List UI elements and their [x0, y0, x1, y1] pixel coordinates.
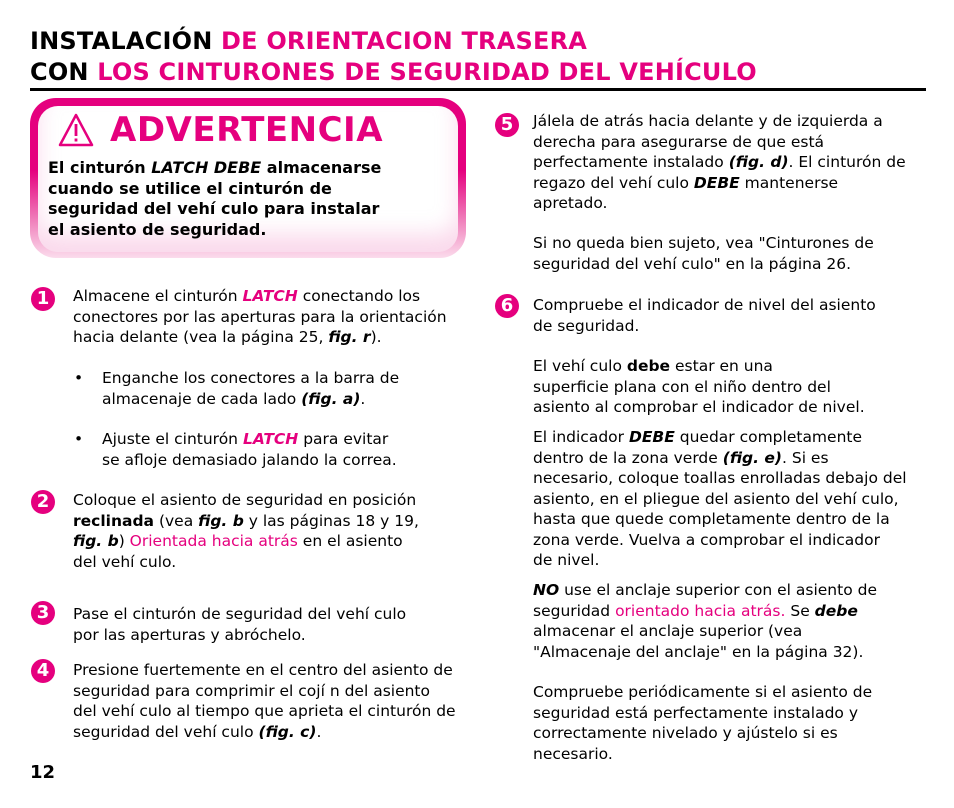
step-2-number: 2 [31, 490, 55, 514]
text-span: El indicador [533, 428, 629, 446]
warning-text-line: El cinturón [48, 158, 152, 177]
bullet-marker: • [74, 369, 84, 387]
step-3-text [73, 604, 406, 645]
text-line: correctamente nivelado y ajústelo si es [533, 724, 838, 742]
warning-text-line: almacenarse [261, 158, 382, 177]
text-line: necesario, coloque toallas enrolladas debajo del [533, 469, 907, 487]
figure-reference: (fig. e) [722, 448, 782, 467]
text-emphasis: debe [626, 357, 671, 375]
text-line: zona verde. Vuelva a comprobar el indicador [533, 530, 881, 549]
warning-text-line: cuando se utilice el cinturón de [48, 178, 332, 198]
text-span: ) [118, 532, 130, 550]
text-span: El vehí culo [533, 357, 627, 375]
text-span: . [316, 722, 322, 741]
text-span: regazo del vehí culo [533, 173, 694, 192]
step-2-text [73, 490, 419, 572]
text-span: . El cinturón de [788, 153, 906, 171]
text-span: perfectamente instalado [533, 153, 729, 171]
text-span: y las páginas 18 y 19, [243, 511, 419, 530]
text-line: Enganche los conectores a la barra de [102, 369, 400, 387]
text-line: Compruebe el indicador de nivel del asiento [533, 296, 876, 314]
bullet-marker: • [74, 430, 84, 448]
text-line: Jálela de atrás hacia delante y de izquierda a [533, 112, 883, 130]
text-emphasis: DEBE [693, 173, 740, 192]
step-1-bullet-2 [102, 429, 397, 470]
step-1-text [73, 286, 447, 348]
text-span: quedar completamente [674, 428, 863, 446]
rear-facing-term: orientado hacia atrás. [615, 601, 786, 620]
text-line: seguridad está perfectamente instalado y [533, 703, 859, 722]
text-line: asiento al comprobar el indicador de nivel. [533, 398, 865, 416]
step-6-paragraph-2 [533, 356, 865, 418]
text-line: Coloque el asiento de seguridad en posición [73, 491, 417, 509]
text-line: apretado. [533, 194, 608, 212]
text-span: Ajuste el cinturón [102, 430, 243, 448]
text-span: . Si es [782, 448, 829, 467]
text-line: necesario. [533, 744, 613, 763]
step-1-number: 1 [31, 287, 55, 311]
figure-reference: (fig. d) [728, 153, 789, 171]
text-line: conectores por las aperturas para la orientación [73, 307, 447, 326]
step-6-text [533, 295, 876, 336]
figure-reference: fig. r [328, 328, 371, 346]
step-3-number: 3 [31, 601, 55, 625]
text-line: Presione fuertemente en el centro del asiento de [73, 661, 453, 679]
text-line: derecha para asegurarse de que está [533, 132, 825, 151]
step-5-note [533, 233, 874, 274]
text-span: dentro de la zona verde [533, 448, 723, 467]
text-line: hasta que quede completamente dentro de la [533, 510, 890, 528]
warning-text-emphasis: LATCH DEBE [151, 158, 262, 177]
step-4-text [73, 660, 456, 742]
text-line: del vehí culo al tiempo que aprieta el cinturón de [73, 702, 456, 720]
step-1-bullet-1 [102, 368, 399, 409]
text-span: seguridad del vehí culo [73, 722, 259, 741]
text-span: mantenerse [739, 173, 839, 192]
header-subtitle-pink: LOS CINTURONES DE SEGURIDAD DEL VEHÍCULO [97, 58, 757, 86]
text-span: Almacene el cinturón [73, 287, 243, 305]
header-divider [30, 88, 926, 91]
header-line-1 [30, 26, 926, 57]
header-title-pink: DE ORIENTACION TRASERA [221, 27, 588, 55]
text-span: almacenaje de cada lado [102, 389, 302, 408]
figure-reference: (fig. a) [301, 389, 361, 408]
text-line: Pase el cinturón de seguridad del vehí culo [73, 605, 407, 623]
warning-text-line: el asiento de seguridad. [48, 219, 267, 239]
text-span: para evitar [298, 430, 389, 448]
warning-title-text: ADVERTENCIA [110, 110, 384, 150]
step-5-text [533, 111, 906, 214]
step-5-number: 5 [495, 113, 519, 137]
warning-triangle-icon [58, 113, 94, 147]
text-span: hacia delante (vea la página 25, [73, 328, 329, 346]
warning-box [30, 98, 466, 258]
text-line: seguridad del vehí culo" en la página 26. [533, 254, 852, 273]
text-emphasis: debe [814, 601, 858, 620]
text-line: de seguridad. [533, 316, 640, 335]
text-span: use el anclaje superior con el asiento de [559, 581, 877, 599]
warning-title [58, 110, 383, 150]
page-header [30, 26, 926, 88]
figure-reference: (fig. c) [258, 722, 317, 741]
warning-text [48, 158, 448, 240]
text-span: conectando los [297, 287, 421, 305]
text-line: se afloje demasiado jalando la correa. [102, 450, 397, 469]
text-span: . [360, 389, 366, 408]
step-6-number: 6 [495, 294, 519, 318]
figure-reference: fig. b [73, 532, 119, 550]
header-title-black: INSTALACIÓN [30, 27, 213, 55]
text-span: Se [785, 601, 815, 620]
text-line: Si no queda bien sujeto, vea "Cinturones de [533, 234, 874, 252]
text-span: estar en una [670, 357, 773, 375]
text-emphasis: DEBE [628, 428, 675, 446]
text-line: por las aperturas y abróchelo. [73, 625, 306, 644]
text-line: Compruebe periódicamente si el asiento de [533, 683, 873, 701]
text-line: de nivel. [533, 551, 600, 569]
header-subtitle-black: CON [30, 58, 89, 86]
text-line: asiento, en el pliegue del asiento del vehí culo, [533, 489, 899, 508]
text-line: del vehí culo. [73, 552, 177, 571]
text-line: seguridad para comprimir el cojí n del asiento [73, 681, 430, 700]
text-line: "Almacenaje del anclaje" en la página 32). [533, 642, 864, 661]
text-span: ). [370, 328, 382, 346]
text-line: almacenar el anclaje superior (vea [533, 622, 803, 640]
latch-term: LATCH [242, 430, 299, 448]
text-emphasis: reclinada [73, 511, 155, 530]
step-6-paragraph-3 [533, 427, 907, 571]
page-number: 12 [30, 762, 56, 783]
latch-term: LATCH [242, 287, 298, 305]
text-line: superficie plana con el niño dentro del [533, 377, 831, 396]
text-span: en el asiento [297, 532, 403, 550]
step-6-paragraph-5 [533, 682, 872, 764]
warning-text-line: seguridad del vehí culo para instalar [48, 199, 380, 218]
text-emphasis: NO [533, 581, 560, 599]
step-6-paragraph-4 [533, 580, 877, 662]
figure-reference: fig. b [198, 511, 244, 530]
rear-facing-term: Orientada hacia atrás [129, 532, 298, 550]
text-span: seguridad [533, 601, 616, 620]
step-4-number: 4 [31, 659, 55, 683]
header-line-2 [30, 57, 926, 88]
text-span: (vea [154, 511, 199, 530]
